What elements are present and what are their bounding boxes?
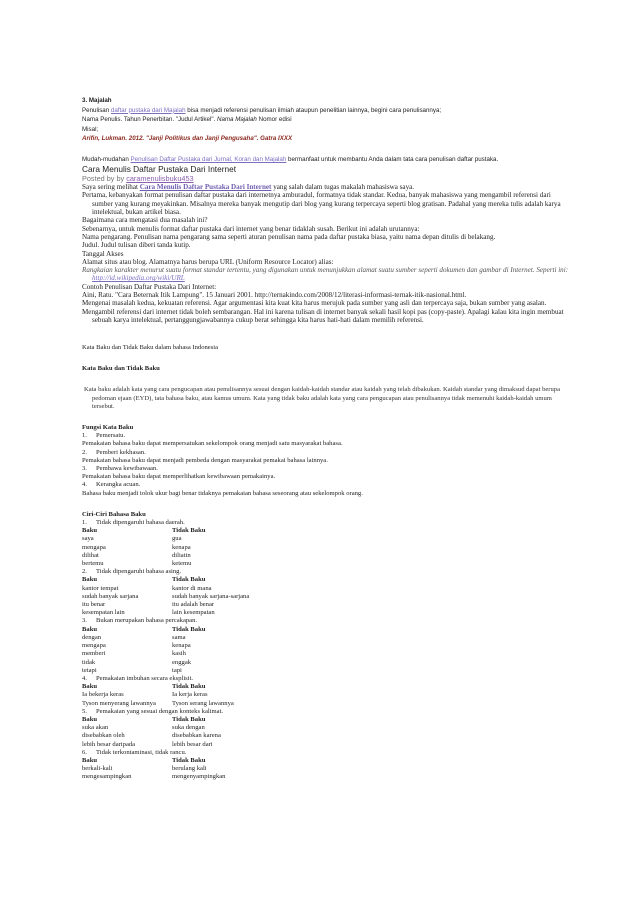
ciri-label: Pemakaian imbuhan secara eksplisit. [96, 674, 194, 682]
column-header-baku: Baku [82, 576, 98, 584]
ciri-label: Tidak dipengaruhi bahasa asing. [96, 568, 182, 576]
fungsi-description: Bahasa baku menjadi tolok ukur bagi benar tidaknya pemakaian bahasa seseorang atau sekelompok orang. [82, 489, 363, 497]
paragraph-3: Bagaimana cara mengatasi dua masalah ini? [82, 216, 208, 225]
baku-word: mengapa [82, 543, 106, 551]
baku-word: memberi [82, 650, 106, 658]
paragraph-2: Pertama, kebanyakan format penulisan daftar pustaka dari internetnya amburadul, formatnya tidak standar. Kedua, banyak mahasiswa yang mengambil referensi dari sumber yang kurang meyakinkan. Misalnya mereka banyak mengutip dari blog yang kurang terpercaya seperti blog gratisan. Padahal yang mereka tulis adalah karya intelektual, bukan artikel biasa. [82, 191, 561, 217]
tidak-baku-word: enggak [172, 658, 192, 666]
p1-text-tail: yang salah dalam tugas makalah mahasiswa saya. [271, 183, 415, 192]
baku-word: dengan [82, 633, 102, 641]
column-header-tidak-baku: Tidak Baku [172, 756, 206, 764]
column-header-baku: Baku [82, 756, 98, 764]
baku-word: berkali-kali [82, 765, 113, 773]
ciri-number: 2. [82, 568, 87, 576]
tidak-baku-word: lain kesempatan [172, 609, 215, 617]
fungsi-list [82, 432, 572, 498]
kata-baku-intro: Kata baku adalah kata yang cara pengucapan atau penulisannya sesuai dengan kaidah-kaidah standar atau kaidah yang telah dibakukan. Kaidah standar yang dimaksud dapat berupa pedoman ejaan (EYD), tata bahasa baku, atau kamus umum. Kata yang tidak baku adalah kata yang cara pengucapan atau penulisannya tidak memenuhi kaidah-kaidah umum tersebut. [84, 386, 561, 410]
baku-word: bertemu [82, 560, 104, 568]
fungsi-number: 4. [82, 481, 87, 489]
baku-word: mengesampingkan [82, 773, 132, 781]
baku-word: suka akan [82, 724, 109, 732]
majalah-section [82, 96, 572, 165]
spacer [82, 411, 572, 424]
ciri-list [82, 519, 572, 782]
tidak-baku-word: kasih [172, 650, 186, 658]
closing-text: Mudah-mudahan [82, 155, 131, 163]
tidak-baku-word: disebabkan karena [172, 732, 221, 740]
column-header-baku: Baku [82, 625, 98, 633]
url-definition: Rangkaian karakter menurut suatu format standar tertentu, yang digunakan untuk menunjukkan alamat suatu sumber seperti dokumen dan gambar di Internet. Seperti ini: [82, 266, 569, 275]
ciri-number: 3. [82, 617, 87, 625]
tidak-baku-word: itu adalah benar [172, 601, 215, 609]
tidak-baku-word: diliatin [172, 551, 191, 559]
paragraph-12: Mengenai masalah kedua, kekuatan referensi. Agar argumentasi kita kuat kita harus merujuk pada sumber yang asli dan terpercaya saja, bukan sumber yang asalan. [82, 299, 547, 308]
paragraph-9 [82, 266, 572, 283]
ciri-item [82, 519, 572, 527]
paragraph-6: Judul. Judul tulisan diberi tanda kutip. [82, 241, 191, 250]
ciri-label: Pemakaian yang sesuai dengan konteks kalimat. [96, 707, 224, 715]
ciri-label: Bukan merupakan bahasa percakapan. [96, 617, 198, 625]
word-table [82, 576, 572, 617]
word-table [82, 716, 572, 749]
ciri-item [82, 617, 572, 625]
tidak-baku-word: mengenyampingkan [172, 773, 226, 781]
article-title-link[interactable]: Cara Menulis Daftar Pustaka Dari Internet [139, 183, 272, 192]
spacer [82, 373, 572, 386]
ciri-number: 5. [82, 707, 87, 715]
baku-word: saya [82, 535, 94, 543]
column-header-tidak-baku: Tidak Baku [172, 683, 206, 691]
column-header-tidak-baku: Tidak Baku [172, 715, 206, 723]
baku-word: mengapa [82, 642, 106, 650]
internet-title: Cara Menulis Daftar Pustaka Dari Internet [82, 164, 237, 174]
baku-word: kantor tempat [82, 584, 119, 592]
ciri-item [82, 568, 572, 576]
ciri-label: Tidak dipengaruhi bahasa daerah. [96, 519, 185, 527]
fungsi-label: Pembawa kewibawaan. [96, 465, 158, 473]
fungsi-description: Pemakaian bahasa baku dapat memperlihatkan kewibawaan pemakainya. [82, 473, 276, 481]
column-header-tidak-baku: Tidak Baku [172, 576, 206, 584]
ciri-item [82, 708, 572, 716]
baku-word: Tyson menyerang lawannya [82, 699, 156, 707]
wikipedia-url-link[interactable]: http://id.wikipedia.org/wiki/URL [92, 274, 185, 283]
ciri-number: 1. [82, 519, 87, 527]
fungsi-item [82, 432, 572, 440]
format-tail: Nomor edisi [256, 116, 292, 124]
baku-word: Ia bekerja keras [82, 691, 124, 699]
ciri-number: 4. [82, 674, 87, 682]
majalah-format [82, 115, 572, 125]
tidak-baku-word: sudah banyak sarjana-sarjana [172, 592, 250, 600]
word-table [82, 626, 572, 675]
fungsi-number: 3. [82, 465, 87, 473]
baku-word: lebih besar daripada [82, 740, 136, 748]
fungsi-item [82, 481, 572, 489]
column-header-baku: Baku [82, 715, 98, 723]
baku-word: tetapi [82, 666, 97, 674]
intro-text-tail: bisa menjadi referensi penulisan ilmiah ataupun penelitian lainnya, begini cara penulisannya; [185, 106, 442, 114]
format-text: Nama Penulis. Tahun Penerbitan. "Judul Artikel". [82, 116, 217, 124]
ciri-label: Tidak terkontaminasi, tidak rancu. [96, 748, 187, 756]
tidak-baku-word: kenapa [172, 642, 191, 650]
fungsi-item [82, 465, 572, 473]
kata-baku-section [82, 344, 572, 782]
tidak-baku-word: lebih besar dari [172, 740, 213, 748]
paragraph-13: Mengambil referensi dari internet tidak boleh sembarangan. Hal ini karena tulisan di internet banyak sekali hasil kopi pas (copy-paste). Apalagi kalau kita ingin membuat sebuah karya intelektual, pertanggungjawabannya cukup berat sehingga kita harus hati-hati dalam memilih referensi. [82, 307, 564, 324]
tidak-baku-word: berulang kali [172, 765, 207, 773]
paragraph-5: Nama pengarang. Penulisan nama pengarang sama seperti aturan penulisan nama pada daftar pustaka biasa, yaitu nama depan ditulis di belakang. [82, 232, 496, 241]
kata-baku-heading: Kata Baku dan Tidak Baku dalam bahasa Indonesia [82, 344, 219, 351]
baku-word: sudah banyak sarjana [82, 592, 139, 600]
spacer [82, 352, 572, 365]
baku-word: tidak [82, 658, 96, 666]
tidak-baku-word: kenapa [172, 543, 191, 551]
closing-text-tail: bermanfaat untuk membantu Anda dalam tata cara penulisan daftar pustaka. [286, 155, 499, 163]
p1-text: Saya sering melihat [82, 183, 140, 192]
baku-word: dilihat [82, 551, 99, 559]
fungsi-description: Pemakaian bahasa baku dapat menjadi pembeda dengan masyarakat pemakai bahasa lainnya. [82, 456, 328, 464]
ciri-item [82, 675, 572, 683]
penulisan-daftar-pustaka-link[interactable]: Penulisan Daftar Pustaka dari Jurnal, Koran dan Majalah [130, 155, 287, 163]
internet-section [82, 165, 572, 324]
tidak-baku-word: Tyson serang lawannya [172, 699, 234, 707]
fungsi-label: Kerangka acuan. [96, 481, 141, 489]
fungsi-item [82, 449, 572, 457]
paragraph-7: Tanggal Akses [82, 249, 124, 258]
word-table [82, 757, 572, 782]
column-header-baku: Baku [82, 527, 98, 535]
paragraph-4: Sebenarnya, untuk menulis format daftar pustaka dari internet yang benar tidaklah susah. Berikut ini adalah urutannya: [82, 224, 420, 233]
misal-label: Misal; [82, 125, 99, 133]
tidak-baku-word: ketemu [172, 560, 192, 568]
baku-word: kesempatan lain [82, 609, 125, 617]
format-italic: Nama Majalah [216, 116, 257, 124]
baku-word: disebabkan oleh [82, 732, 125, 740]
fungsi-number: 2. [82, 448, 87, 456]
majalah-intro [82, 106, 572, 116]
tidak-baku-word: kantor di mana [172, 584, 212, 592]
column-header-baku: Baku [82, 683, 98, 691]
kata-baku-subheading: Kata Baku dan Tidak Baku [82, 365, 160, 373]
tidak-baku-word: gua [172, 535, 182, 543]
majalah-heading: 3. Majalah [82, 97, 112, 104]
spacer [82, 498, 572, 511]
fungsi-title: Fungsi Kata Baku [82, 424, 134, 432]
column-header-tidak-baku: Tidak Baku [172, 527, 206, 535]
paragraph-10: Contoh Penulisan Daftar Pustaka Dari Internet: [82, 282, 217, 291]
tidak-baku-word: sama [172, 633, 186, 641]
daftar-pustaka-majalah-link[interactable]: daftar pustaka dari Majalah [110, 106, 186, 114]
posted-by [82, 175, 572, 184]
tidak-baku-word: tapi [172, 666, 182, 674]
fungsi-label: Pemersatu. [96, 432, 126, 440]
majalah-example: Arifin, Lukman. 2012. "Janji Politikus dan Janji Pengusaha". Gatra IXXX [82, 135, 293, 143]
tidak-baku-word: suka dengan [172, 724, 205, 732]
paragraph-11: Aini, Ratu. "Cara Beternak Itik Lampung". 15 Januari 2001. http://ternakindo.com/2008/12/literasi-informasi-ternak-itik-nasional.html. [82, 291, 467, 300]
ciri-item [82, 749, 572, 757]
fungsi-number: 1. [82, 432, 87, 440]
paragraph-8: Alamat situs atau blog. Alamatnya harus berupa URL (Uniform Resource Locator) alias: [82, 257, 334, 266]
word-table [82, 527, 572, 568]
paragraph-1 [82, 183, 572, 191]
baku-word: itu benar [82, 601, 106, 609]
author-link[interactable]: caramenulisbuku453 [126, 173, 194, 183]
tidak-baku-word: Ia kerja keras [172, 691, 208, 699]
ciri-number: 6. [82, 748, 87, 756]
word-table [82, 683, 572, 708]
intro-text: Penulisan [82, 106, 111, 114]
posted-by-label: Posted by by [82, 173, 127, 183]
ciri-title: Ciri-Ciri Bahasa Baku [82, 510, 146, 518]
fungsi-description: Pemakaian bahasa baku dapat mempersatukan sekelompok orang menjadi satu masyarakat bahasa. [82, 440, 343, 448]
column-header-tidak-baku: Tidak Baku [172, 625, 206, 633]
fungsi-label: Pemberi kekhasan. [96, 448, 146, 456]
